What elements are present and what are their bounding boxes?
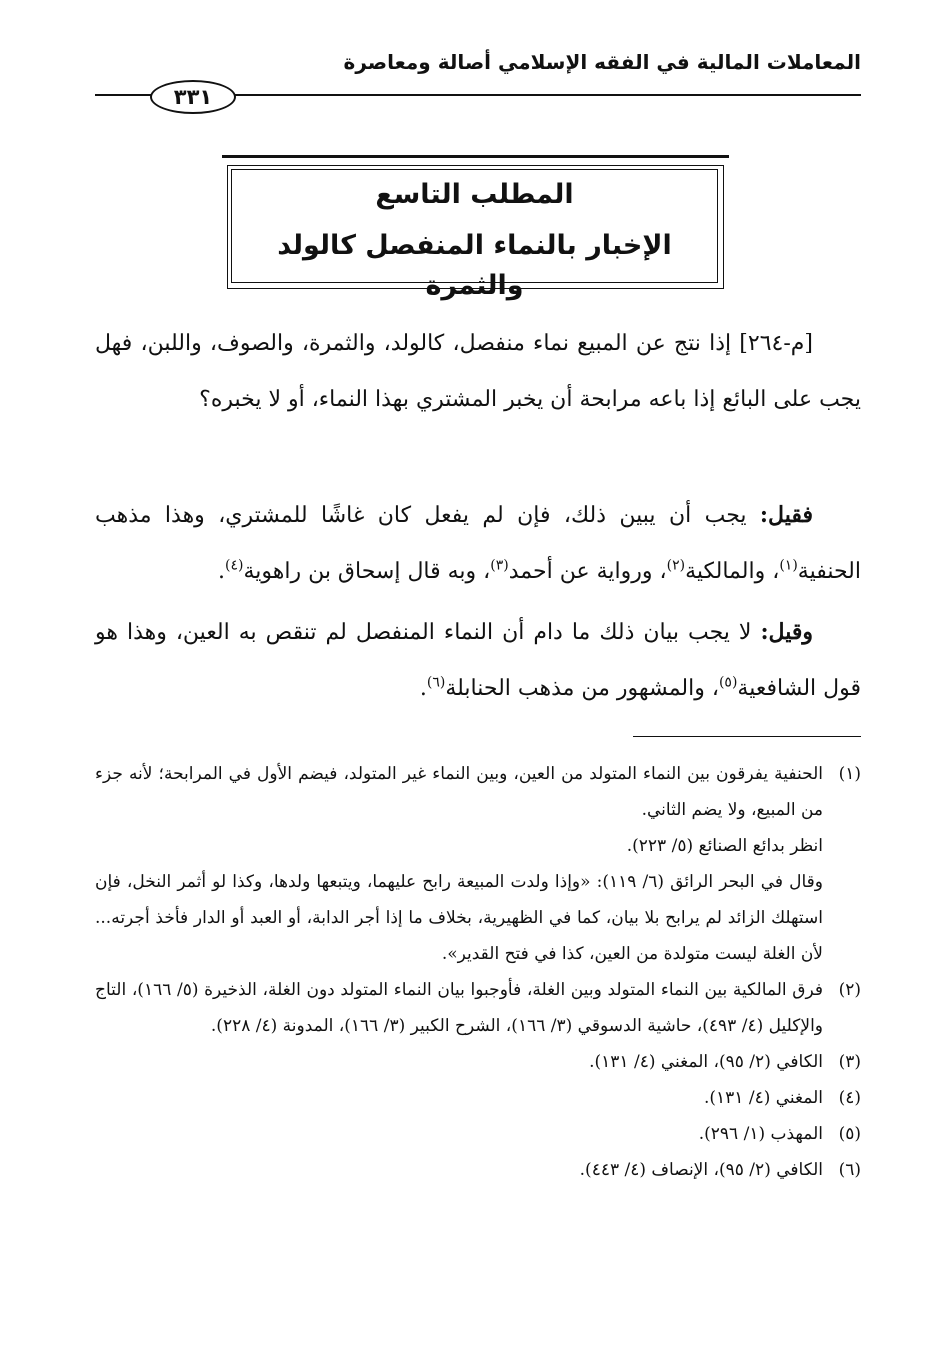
footnote-5 <box>95 1116 861 1152</box>
footnote-line: الكافي (٢/ ٩٥)، الإنصاف (٤/ ٤٤٣). <box>579 1160 823 1180</box>
paragraph-text: ، وبه قال إسحاق بن راهوية <box>243 559 491 584</box>
footnote-number: (٦) <box>838 1160 861 1180</box>
footnote-number: (٤) <box>838 1088 861 1108</box>
footnote-separator <box>633 736 861 737</box>
footnote-ref[interactable]: (١) <box>779 557 798 574</box>
section-subheading: الإخبار بالنماء المنفصل كالولد والثمرة <box>277 230 672 301</box>
paragraph-text: . <box>419 676 427 701</box>
footnote-text <box>95 756 823 972</box>
footnote-number: (٥) <box>838 1124 861 1144</box>
paragraph-question: [م-٢٦٤] إذا نتج عن المبيع نماء منفصل، كالولد، والثمرة، والصوف، واللبن، فهل يجب على البائع إذا باعه مرابحة أن يخبر المشتري بهذا النماء، أو لا يخبره؟ <box>95 331 861 412</box>
footnote-ref[interactable]: (٥) <box>718 674 738 691</box>
footnote-line: وقال في البحر الرائق (٦/ ١١٩): «وإذا ولدت المبيعة رابح عليهما، ويتبعها ولدها، وكذا لو أثمر النخل، فإن استهلك الزائد لم يرابح بلا بيان، كما في الظهيرية، بخلاف ما إذا أجر الدابة، أو العبد أو الدار فأخذ أجرته... لأن الغلة ليست متولدة من العين، كذا في فتح القدير». <box>95 872 823 964</box>
section-top-rule <box>222 155 729 158</box>
opinion-label: وقيل: <box>760 619 813 645</box>
paragraph-text: يجب أن يبين ذلك، فإن لم يفعل كان غاشًا للمشتري، وهذا مذهب الحنفية <box>95 503 861 584</box>
footnote-number: (٣) <box>838 1052 861 1072</box>
paragraph-text: ، والمشهور من مذهب الحنابلة <box>445 676 719 701</box>
footnote-4 <box>95 1080 861 1116</box>
footnote-text <box>95 972 823 1044</box>
footnote-ref[interactable]: (٢) <box>666 557 686 574</box>
footnote-3 <box>95 1044 861 1080</box>
footnote-text <box>95 1044 823 1080</box>
footnote-line: المهذب (١/ ٢٩٦). <box>698 1124 823 1144</box>
paragraph-text: لا يجب بيان ذلك ما دام أن النماء المنفصل لم تنقص به العين، وهذا هو قول الشافعية <box>95 620 861 701</box>
footnote-line: فرق المالكية بين النماء المتولد وبين الغلة، فأوجبوا بيان النماء المتولد دون الغلة، الذخيرة (٥/ ١٦٦)، التاج والإكليل (٤/ ٤٩٣)، حاشية الدسوقي (٣/ ١٦٦)، الشرح الكبير (٣/ ١٦٦)، المدونة (٤/ ٢٢٨). <box>95 980 823 1036</box>
paragraph-text: . <box>217 559 225 584</box>
paragraph-second-opinion <box>95 604 861 717</box>
footnote-2 <box>95 972 861 1044</box>
section-heading: المطلب التاسع <box>375 179 574 210</box>
running-header-title: المعاملات المالية في الفقه الإسلامي أصالة ومعاصرة <box>343 50 861 74</box>
footnotes <box>95 756 861 1188</box>
footnote-line: الحنفية يفرقون بين النماء المتولد من العين، وبين النماء غير المتولد، فيضم الأول في المرابحة؛ لأنه جزء من المبيع، ولا يضم الثاني. <box>95 764 823 820</box>
footnote-number: (١) <box>838 764 861 784</box>
footnote-1 <box>95 756 861 972</box>
page-number: ٣٣١ <box>150 80 236 114</box>
opinion-label: فقيل: <box>759 502 813 528</box>
footnote-number: (٢) <box>838 980 861 1000</box>
footnote-ref[interactable]: (٤) <box>224 557 244 574</box>
paragraph-first-opinion <box>95 487 861 600</box>
footnote-6 <box>95 1152 861 1188</box>
footnote-ref[interactable]: (٣) <box>490 557 509 574</box>
footnote-text <box>95 1152 823 1188</box>
paragraph-text: ، والمالكية <box>685 559 780 584</box>
footnote-line: الكافي (٢/ ٩٥)، المغني (٤/ ١٣١). <box>589 1052 823 1072</box>
footnote-line: المغني (٤/ ١٣١). <box>703 1088 823 1108</box>
footnote-ref[interactable]: (٦) <box>426 674 446 691</box>
paragraph-text: ، ورواية عن أحمد <box>508 559 667 584</box>
footnote-text <box>95 1080 823 1116</box>
footnote-line: انظر بدائع الصنائع (٥/ ٢٢٣). <box>626 836 823 856</box>
footnote-text <box>95 1116 823 1152</box>
